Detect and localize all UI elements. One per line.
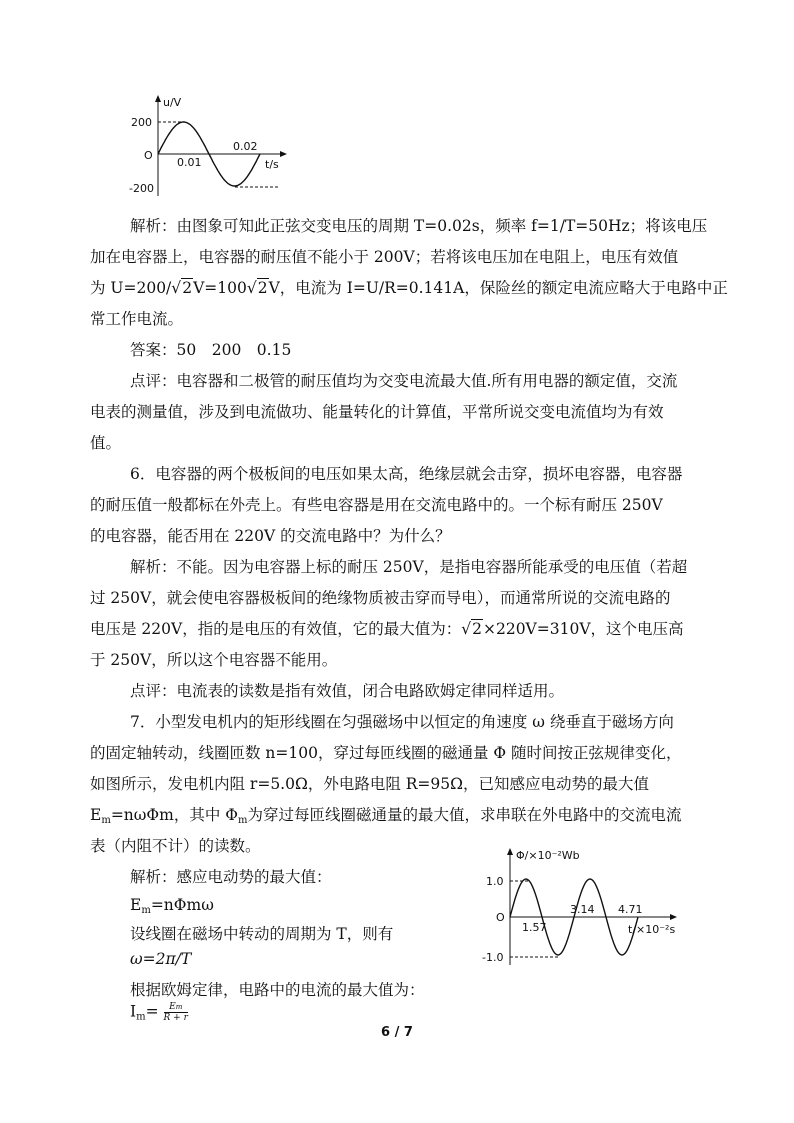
- para-analysis-1c: 为 U=200/√2V=100√2V，电流为 I=U/R=0.141A，保险丝的额定电流应略大于电路中正: [90, 279, 728, 297]
- flux-x-tick-157: 1.57: [522, 921, 547, 934]
- flux-origin: O: [496, 911, 505, 924]
- voltage-graph: [125, 92, 295, 202]
- flux-y-tick-neg1: -1.0: [482, 951, 504, 964]
- analysis-7d: ω=2π/T: [130, 950, 192, 968]
- para-analysis-1d: 常工作电流。: [90, 310, 184, 328]
- flux-y-axis-label: Φ/×10⁻²Wb: [516, 849, 580, 862]
- comment-1a: 点评：电容器和二极管的耐压值均为交变电流最大值.所有用电器的额定值，交流: [130, 372, 678, 390]
- y-tick-neg200: -200: [129, 182, 154, 195]
- analysis-6a: 解析：不能。因为电容器上标的耐压 250V，是指电容器所能承受的电压值（若超: [130, 558, 688, 576]
- y-axis-label: u/V: [163, 96, 182, 109]
- analysis-7a: 解析：感应电动势的最大值：: [130, 868, 332, 886]
- analysis-6b: 过 250V，就会使电容器极板间的绝缘物质被击穿而导电），而通常所说的交流电路的: [90, 589, 671, 607]
- question-7d: $E_m=n\omega\Phi m$，其中 $\Phi_m$为穿过每匝线圈磁通量的最大值，求串联在外电路中的交流电流: [90, 806, 682, 826]
- flux-x-tick-471: 4.71: [618, 903, 643, 916]
- analysis-7c: 设线圈在磁场中转动的周期为 T，则有: [130, 925, 394, 943]
- x-tick-002: 0.02: [233, 140, 258, 153]
- y-tick-200: 200: [131, 116, 152, 129]
- x-axis-label: t/s: [265, 158, 279, 171]
- question-6a: 6．电容器的两个极板间的电压如果太高，绝缘层就会击穿，损坏电容器，电容器: [130, 465, 683, 483]
- answer-line: 答案：50 200 0.15: [130, 341, 292, 359]
- x-tick-001: 0.01: [177, 156, 202, 169]
- flux-y-tick-1: 1.0: [486, 875, 504, 888]
- origin-label: O: [144, 149, 153, 162]
- question-6c: 的电容器，能否用在 220V 的交流电路中？为什么？: [90, 527, 451, 545]
- question-7c: 如图所示，发电机内阻 r=5.0Ω，外电路电阻 R=95Ω，已知感应电动势的最大值: [90, 775, 649, 793]
- question-7e: 表（内阻不计）的读数。: [90, 837, 261, 855]
- flux-graph: [478, 845, 688, 975]
- flux-x-axis-label: t/×10⁻²s: [628, 923, 676, 936]
- comment-2: 点评：电流表的读数是指有效值，闭合电路欧姆定律同样适用。: [130, 682, 565, 700]
- comment-1b: 电表的测量值，涉及到电流做功、能量转化的计算值，平常所说交变电流值均为有效: [90, 403, 664, 421]
- page-number: 6 / 7: [381, 1025, 413, 1040]
- para-analysis-1a: 解析：由图象可知此正弦交变电压的周期 T=0.02s，频率 f=1/T=50Hz；将该电压: [130, 217, 708, 235]
- analysis-7b: $E_m=n\Phi m\omega$: [130, 896, 214, 916]
- analysis-6c: 电压是 220V，指的是电压的有效值，它的最大值为：√2×220V=310V，这个电压高: [90, 620, 684, 638]
- question-7b: 的固定轴转动，线圈匝数 n=100，穿过每匝线圈的磁通量 Φ 随时间按正弦规律变化，: [90, 744, 682, 762]
- analysis-7f: $I_m=$ $\frac{Em}{R + r}$: [130, 1002, 188, 1023]
- analysis-6d: 于 250V，所以这个电容器不能用。: [90, 651, 338, 669]
- flux-x-tick-314: 3.14: [570, 903, 595, 916]
- current-fraction: $\frac{Em}{R + r}$: [163, 1002, 188, 1023]
- question-6b: 的耐压值一般都标在外壳上。有些电容器是用在交流电路中的。一个标有耐压 250V: [90, 496, 663, 514]
- comment-1c: 值。: [90, 434, 122, 452]
- para-analysis-1b: 加在电容器上，电容器的耐压值不能小于 200V；若将该电压加在电阻上，电压有效值: [90, 248, 679, 266]
- analysis-7e: 根据欧姆定律，电路中的电流的最大值为：: [130, 981, 425, 999]
- question-7a: 7．小型发电机内的矩形线圈在匀强磁场中以恒定的角速度 ω 绕垂直于磁场方向: [130, 713, 674, 731]
